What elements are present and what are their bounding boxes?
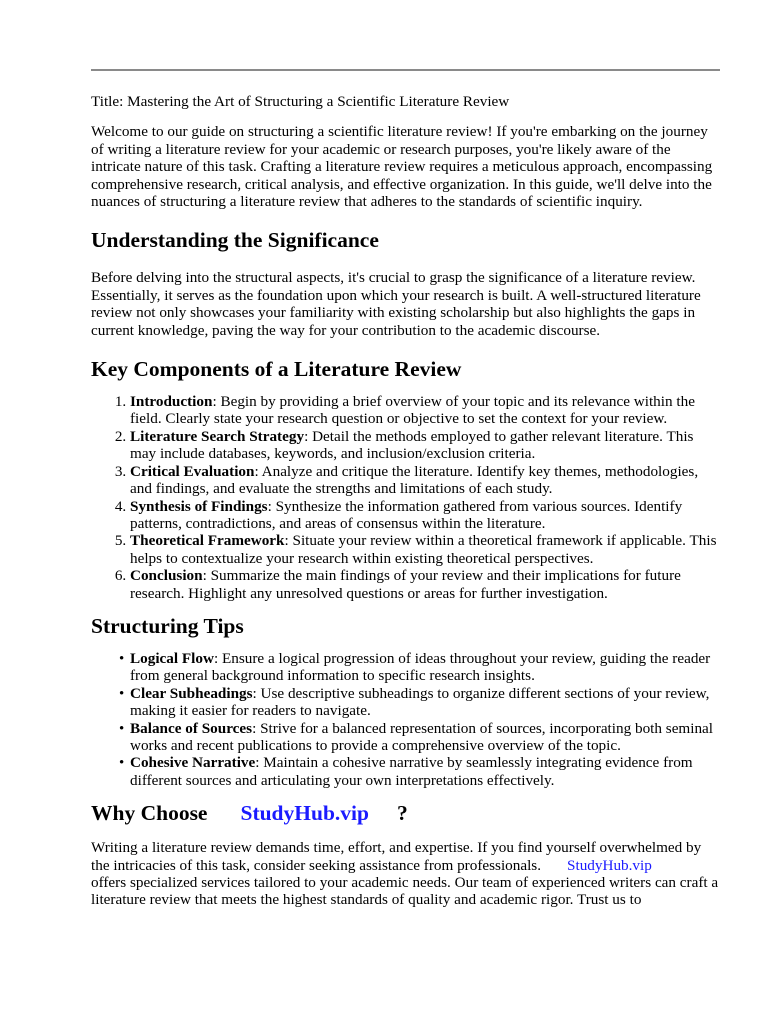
item-text: : Begin by providing a brief overview of your topic and its relevance within the field. Clearly state your research question or objective to set the context for your review. (130, 393, 695, 428)
bullet-icon: • (119, 720, 125, 737)
list-item (119, 719, 723, 755)
heading-why-suffix: ? (396, 801, 408, 826)
item-term: Literature Search Strategy (130, 427, 305, 445)
heading-why-choose (91, 800, 723, 826)
list-item (130, 567, 723, 602)
top-divider (91, 69, 720, 71)
item-text: : Detail the methods employed to gather relevant literature. This may include databases, keywords, and inclusion/exclusion criteria. (130, 427, 694, 463)
list-item (119, 684, 723, 720)
document-title: Title: Mastering the Art of Structuring a Scientific Literature Review (91, 93, 510, 110)
heading-structuring-tips: Structuring Tips (91, 613, 244, 638)
list-item (130, 498, 723, 533)
intro-paragraph: Welcome to our guide on structuring a scientific literature review! If you're embarking on the journey of writing a literature review for your academic or research purposes, you're likely aware of the intricate nature of this task. Crafting a literature review requires a meticulous approach, encompassing comprehensive research, critical analysis, and effective organization. In this guide, we'll delve into the nuances of structuring a literature review that adheres to the standards of scientific inquiry. (91, 123, 713, 211)
item-text: : Strive for a balanced representation of sources, incorporating both seminal works and recent publications to provide a comprehensive overview of the topic. (130, 719, 714, 754)
item-text: : Situate your review within a theoretical framework if applicable. This helps to contextualize your research within existing theoretical perspectives. (130, 532, 717, 567)
structuring-tips-list (91, 650, 723, 789)
bullet-icon: • (119, 685, 125, 702)
key-components-list (91, 393, 723, 602)
studyhub-link[interactable]: StudyHub.vip (567, 856, 652, 874)
why-text-part2: offers specialized services tailored to your academic needs. Our team of experienced writers can craft a literature review that meets the highest standards of quality and academic rigor. Trust us to (91, 874, 719, 909)
heading-brand-link[interactable]: StudyHub.vip (240, 801, 369, 826)
list-item (130, 463, 723, 498)
list-item (130, 393, 723, 428)
list-item (130, 532, 723, 567)
item-term: Clear Subheadings (130, 684, 253, 702)
why-choose-paragraph (91, 839, 723, 909)
list-item (119, 754, 723, 789)
heading-key-components: Key Components of a Literature Review (91, 357, 462, 382)
item-text: : Summarize the main findings of your review and their implications for future research. Highlight any unresolved questions or areas for further investigation. (130, 567, 681, 602)
item-text: : Use descriptive subheadings to organize different sections of your review, making it easier for readers to navigate. (130, 684, 710, 720)
heading-significance: Understanding the Significance (91, 228, 379, 253)
item-term: Conclusion (130, 567, 203, 585)
list-item (130, 428, 723, 463)
heading-why-prefix: Why Choose (91, 801, 208, 826)
item-text: : Synthesize the information gathered from various sources. Identify patterns, contradictions, and areas of consensus within the literature. (130, 497, 683, 532)
item-term: Theoretical Framework (130, 532, 285, 550)
item-term: Critical Evaluation (130, 462, 255, 480)
list-item (119, 649, 723, 685)
item-text: : Analyze and critique the literature. Identify key themes, methodologies, and findings, and evaluate the strengths and limitations of each study. (130, 462, 699, 498)
significance-paragraph: Before delving into the structural aspects, it's crucial to grasp the significance of a literature review. Essentially, it serves as the foundation upon which your research is built. A well-structured literature review not only showcases your familiarity with existing scholarship but also highlights the gaps in current knowledge, paving the way for your contribution to the academic discourse. (91, 269, 701, 339)
item-term: Cohesive Narrative (130, 754, 256, 772)
item-text: : Ensure a logical progression of ideas throughout your review, guiding the reader from general background information to specific research insights. (130, 649, 711, 685)
item-term: Synthesis of Findings (130, 497, 268, 515)
item-term: Logical Flow (130, 649, 214, 667)
item-term: Balance of Sources (130, 719, 253, 737)
why-text-part1: Writing a literature review demands time, effort, and expertise. If you find yourself overwhelmed by the intricacies of this task, consider seeking assistance from professionals. (91, 839, 702, 874)
bullet-icon: • (119, 650, 125, 667)
bullet-icon: • (119, 755, 125, 772)
document-body (91, 93, 723, 926)
item-text: : Maintain a cohesive narrative by seamlessly integrating evidence from different sources and articulating your own interpretations effectively. (130, 754, 693, 789)
item-term: Introduction (130, 393, 213, 411)
